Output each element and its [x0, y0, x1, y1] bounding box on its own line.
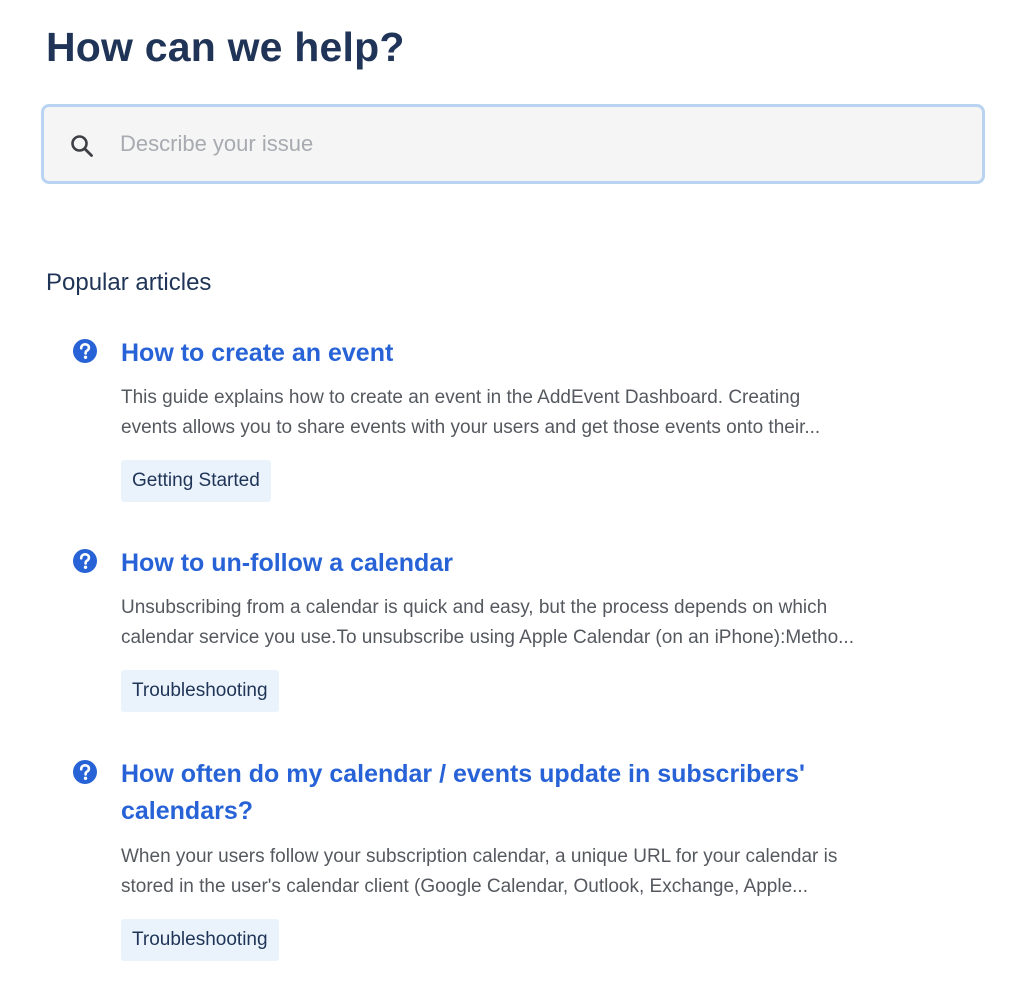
popular-articles-heading: Popular articles [46, 269, 212, 296]
page-title: How can we help? [46, 24, 405, 70]
article-title-line: calendars? [121, 797, 254, 825]
category-tag[interactable]: Getting Started [121, 460, 271, 502]
article-title-link[interactable]: How to create an event [121, 339, 394, 367]
article-excerpt [121, 593, 921, 653]
article-excerpt-line: When your users follow your subscription calendar, a unique URL for your calendar is [121, 846, 838, 867]
article-excerpt [121, 383, 921, 443]
question-circle-icon [72, 759, 98, 785]
article-excerpt-line: Unsubscribing from a calendar is quick and easy, but the process depends on which [121, 597, 828, 618]
search-input[interactable] [120, 107, 960, 181]
article-title-line: How often do my calendar / events update in subscribers' [121, 760, 805, 788]
article-excerpt [121, 842, 921, 902]
question-circle-icon [72, 548, 98, 574]
search-icon [68, 132, 96, 160]
category-tag[interactable]: Troubleshooting [121, 919, 279, 961]
category-tag[interactable]: Troubleshooting [121, 670, 279, 712]
article-excerpt-line: stored in the user's calendar client (Google Calendar, Outlook, Exchange, Apple... [121, 876, 808, 897]
search-box[interactable] [41, 104, 985, 184]
article-excerpt-line: calendar service you use.To unsubscribe using Apple Calendar (on an iPhone):Metho... [121, 627, 854, 648]
question-circle-icon [72, 338, 98, 364]
article-title-link[interactable]: How to un-follow a calendar [121, 549, 453, 577]
article-excerpt-line: This guide explains how to create an event in the AddEvent Dashboard. Creating [121, 387, 801, 408]
article-title-link[interactable] [121, 756, 921, 830]
article-excerpt-line: events allows you to share events with your users and get those events onto their... [121, 417, 821, 438]
